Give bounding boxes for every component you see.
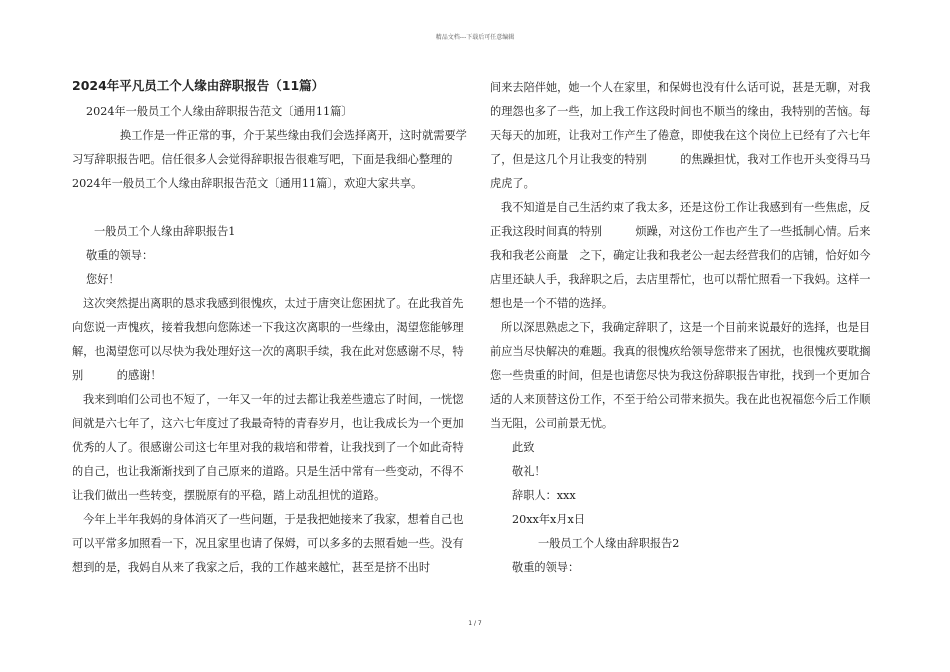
page-number: 1 / 7 <box>468 620 482 627</box>
greeting: 您好！ <box>86 273 120 286</box>
right-column <box>490 76 878 580</box>
body-paragraph: 这次突然提出离职的恳求我感到很愧疚，太过于唐突让您困扰了。在此我首先向您说一声愧疚，接着我想向您陈述一下我这次离职的一些缘由，渴望您能够理解，也渴望您可以尽快为我处理好这一次的离职手续，我在此对您感谢不尽，特别 的感谢！ <box>72 297 464 382</box>
date-line: 20xx年x月x日 <box>512 513 586 526</box>
header-note: 精品文档---下载后可任意编辑 <box>435 34 515 41</box>
closing-line: 此致 <box>512 441 535 454</box>
intro-paragraph: 换工作是一件正常的事，介于某些缘由我们会选择离开，这时就需要学习写辞职报告吧。信任很多人会觉得辞职报告很难写吧，下面是我细心整理的2024年一般员工个人缘由辞职报告范文〔通用11篇〕，欢迎大家共享。 <box>72 129 467 190</box>
salutation: 敬重的领导： <box>512 561 580 574</box>
document-subtitle: 2024年一般员工个人缘由辞职报告范文〔通用11篇〕 <box>86 105 353 118</box>
closing-line: 敬礼！ <box>512 465 546 478</box>
body-paragraph: 我来到咱们公司也不短了，一年又一年的过去都让我差些遗忘了时间，一恍惚间就是六七年了，这六七年度过了我最奇特的青春岁月，也让我成长为一个更加优秀的人了。很感谢公司这七年里对我的栽培和带着，让我找到了一个如此奇特的自己，也让我渐渐找到了自己原来的道路。只是生活中常有一些变动，不得不让我们做出一些转变，摆脱原有的平稳，踏上动乱担忧的道路。 <box>72 393 464 502</box>
body-paragraph: 所以深思熟虑之下，我确定辞职了，这是一个目前来说最好的选择，也是目前应当尽快解决的难题。我真的很愧疚给领导您带来了困扰，也很愧疚要耽搁您一些贵重的时间，但是也请您尽快为我这份辞职报告审批，找到一个更加合适的人来顶替这份工作，不至于给公司带来损失。我在此也祝福您今后工作顺当无阻，公司前景无忧。 <box>490 321 871 430</box>
body-paragraph: 间来去陪伴她，她一个人在家里，和保姆也没有什么话可说，甚是无聊，对我的理怨也多了一些，加上我工作这段时间也不顺当的缘由，我特别的苦恼。每天每天的加班，让我对工作产生了倦意，即使我在这个岗位上已经有了六七年了，但是这几个月让我变的特别 的焦躁担忧，我对工作也开头变得马马虎虎了。 <box>490 81 871 190</box>
document-title: 2024年平凡员工个人缘由辞职报告（11篇） <box>72 78 325 93</box>
left-column <box>72 76 467 580</box>
body-paragraph: 今年上半年我妈的身体消灭了一些问题，于是我把她接来了我家，想着自己也可以平常多加照看一下，况且家里也请了保姆，可以多多的去照看她一些。没有想到的是，我妈自从来了我家之后，我的工作越来越忙，甚至是挤不出时 <box>72 513 464 574</box>
signer-line: 辞职人：xxx <box>512 489 576 502</box>
section-heading-2: 一般员工个人缘由辞职报告2 <box>538 537 680 550</box>
salutation: 敬重的领导： <box>86 249 154 262</box>
section-heading-1: 一般员工个人缘由辞职报告1 <box>94 225 236 238</box>
body-paragraph: 我不知道是自己生活约束了我太多，还是这份工作让我感到有一些焦虑，反正我这段时间真的特别 烦躁，对这份工作也产生了一些抵制心情。后来我和我老公商量 之下，确定让我和我老公一起去经营我们的店铺，恰好如今店里还缺人手，我辞职之后，去店里帮忙，也可以帮忙照看一下我妈。这样一想也是一个不错的选择。 <box>490 201 871 310</box>
